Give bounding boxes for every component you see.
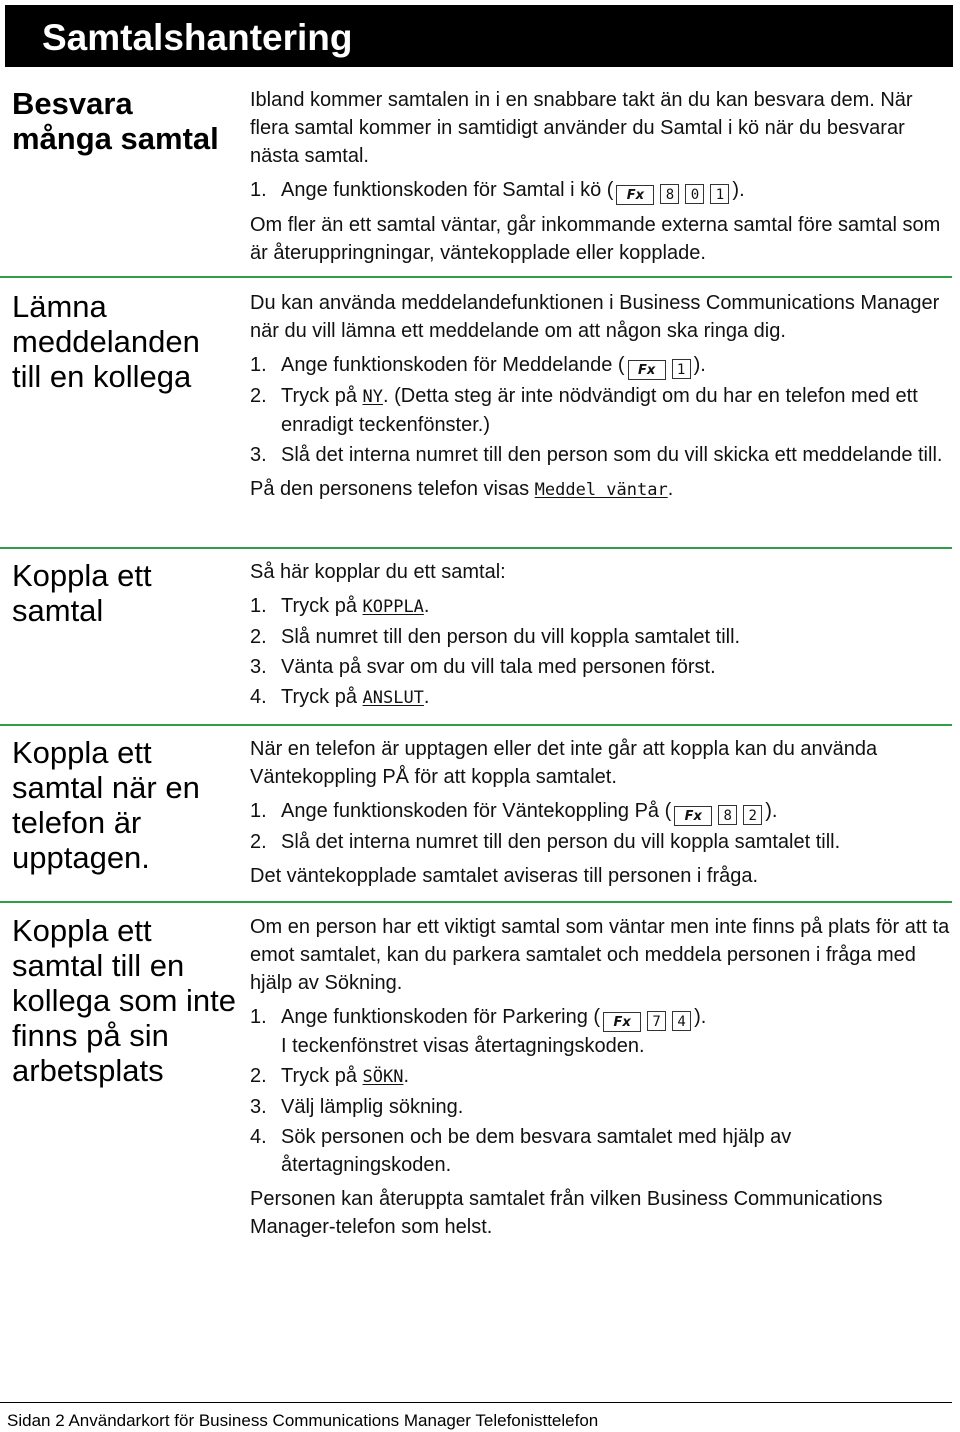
fx-key-icon: Fx [628, 360, 666, 380]
note-pre: På den personens telefon visas [250, 478, 535, 500]
step-text: Vänta på svar om du vill tala med personen först. [281, 656, 716, 678]
step-item [250, 683, 950, 712]
step-text: Tryck på [281, 686, 363, 708]
step-item [250, 441, 950, 469]
section-divider [0, 901, 952, 903]
note-text: Det väntekopplade samtalet aviseras till personen i fråga. [250, 865, 759, 887]
step-text: Tryck på [281, 595, 363, 617]
display-key-ny: NY [362, 387, 383, 407]
intro-text: Om en person har ett viktigt samtal som väntar men inte finns på plats för att ta emot samtalet, kan du parkera samtalet och meddela personen i fråga med hjälp av Sökning. [250, 916, 950, 994]
step-list [250, 176, 950, 205]
digit-key: 7 [647, 1011, 666, 1031]
section-divider [0, 276, 952, 278]
section-body [250, 913, 950, 1241]
step-text: Tryck på [281, 1065, 363, 1087]
step-text: Ange funktionskoden för Väntekoppling På ( [281, 800, 672, 822]
step-item [250, 1003, 950, 1060]
step-text: Slå det interna numret till den person som du vill skicka ett meddelande till. [281, 444, 943, 466]
step-text: . [403, 1065, 410, 1087]
step-text: Ange funktionskoden för Samtal i kö ( [281, 179, 614, 201]
step-number: 1. [250, 595, 267, 617]
step-number: 1. [250, 800, 267, 822]
step-text: . [423, 595, 430, 617]
step-number: 1. [250, 1006, 267, 1028]
section-title: Koppla ett samtal [12, 558, 152, 628]
intro-text: Du kan använda meddelandefunktionen i Business Communications Manager när du vill lämna ett meddelande om att någon ska ringa dig. [250, 292, 940, 342]
step-list [250, 351, 950, 469]
section-title: Besvara många samtal [12, 86, 219, 156]
display-key-sokn: SÖKN [362, 1067, 404, 1087]
step-list [250, 1003, 950, 1179]
digit-key: 2 [743, 805, 762, 825]
step-number: 1. [250, 179, 267, 201]
step-close: ). [765, 800, 778, 822]
digit-key: 8 [660, 184, 679, 204]
step-number: 4. [250, 1126, 267, 1148]
step-item [250, 623, 950, 651]
page-title: Samtalshantering [42, 17, 353, 58]
step-text: Ange funktionskoden för Meddelande ( [281, 354, 625, 376]
step-number: 3. [250, 656, 267, 678]
step-number: 2. [250, 385, 267, 407]
step-close: ). [693, 354, 706, 376]
step-item [250, 828, 950, 856]
section-divider [0, 547, 952, 549]
note-post: . [667, 478, 674, 500]
note-text: Personen kan återuppta samtalet från vilken Business Communications Manager-telefon som helst. [250, 1188, 883, 1238]
fx-key-icon: Fx [616, 185, 654, 205]
step-text: Välj lämplig sökning. [281, 1096, 464, 1118]
step-item [250, 351, 950, 380]
display-text: Meddel väntar [534, 480, 668, 500]
step-item [250, 1093, 950, 1121]
footer-text: Sidan 2 Användarkort för Business Communications Manager Telefonisttelefon [7, 1411, 599, 1430]
note-text: Om fler än ett samtal väntar, går inkommande externa samtal före samtal som är återuppringningar, väntekopplade eller kopplade. [250, 214, 941, 264]
step-list [250, 592, 950, 712]
digit-key: 1 [710, 184, 729, 204]
section-title: Koppla ett samtal när en telefon är upptagen. [12, 735, 200, 875]
step-item [250, 382, 950, 439]
section-body [250, 289, 950, 504]
step-number: 2. [250, 1065, 267, 1087]
section-body [250, 558, 950, 712]
section-divider [0, 724, 952, 726]
step-text: Slå numret till den person du vill koppla samtalet till. [281, 626, 741, 648]
step-text: Ange funktionskoden för Parkering ( [281, 1006, 601, 1028]
step-text: Tryck på [281, 385, 363, 407]
section-body [250, 735, 950, 890]
step-item [250, 176, 950, 205]
step-close: ). [732, 179, 745, 201]
intro-text: Så här kopplar du ett samtal: [250, 561, 506, 583]
step-text: . (Detta steg är inte nödvändigt om du har en telefon med ett enradigt teckenfönster.) [281, 385, 918, 436]
step-number: 2. [250, 626, 267, 648]
step-item [250, 592, 950, 621]
digit-key: 4 [672, 1011, 691, 1031]
section-title: Koppla ett samtal till en kollega som inte finns på sin arbetsplats [12, 913, 237, 1088]
step-number: 1. [250, 354, 267, 376]
step-item [250, 1062, 950, 1091]
step-number: 2. [250, 831, 267, 853]
step-text: Sök personen och be dem besvara samtalet med hjälp av återtagningskoden. [281, 1126, 792, 1176]
step-number: 3. [250, 1096, 267, 1118]
step-number: 3. [250, 444, 267, 466]
fx-key-icon: Fx [603, 1012, 641, 1032]
fx-key-icon: Fx [674, 806, 712, 826]
display-key-anslut: ANSLUT [362, 688, 424, 708]
step-subtext: I teckenfönstret visas återtagningskoden. [281, 1035, 645, 1057]
digit-key: 0 [685, 184, 704, 204]
step-item [250, 1123, 950, 1179]
step-list [250, 797, 950, 856]
step-close: ). [694, 1006, 707, 1028]
step-text: . [423, 686, 430, 708]
step-item [250, 797, 950, 826]
digit-key: 1 [672, 359, 691, 379]
header-bar [5, 5, 953, 67]
step-text: Slå det interna numret till den person du vill koppla samtalet till. [281, 831, 841, 853]
display-key-koppla: KOPPLA [362, 597, 424, 617]
intro-text: När en telefon är upptagen eller det inte går att koppla kan du använda Väntekoppling PÅ för att koppla samtalet. [250, 738, 878, 788]
step-item [250, 653, 950, 681]
step-number: 4. [250, 686, 267, 708]
note-text [250, 475, 950, 504]
digit-key: 8 [718, 805, 737, 825]
footer-rule [0, 1402, 952, 1403]
intro-text: Ibland kommer samtalen in i en snabbare takt än du kan besvara dem. När flera samtal kommer in samtidigt använder du Samtal i kö när du besvarar nästa samtal. [250, 89, 913, 167]
section-body [250, 86, 950, 267]
section-title: Lämna meddelanden till en kollega [12, 289, 200, 394]
